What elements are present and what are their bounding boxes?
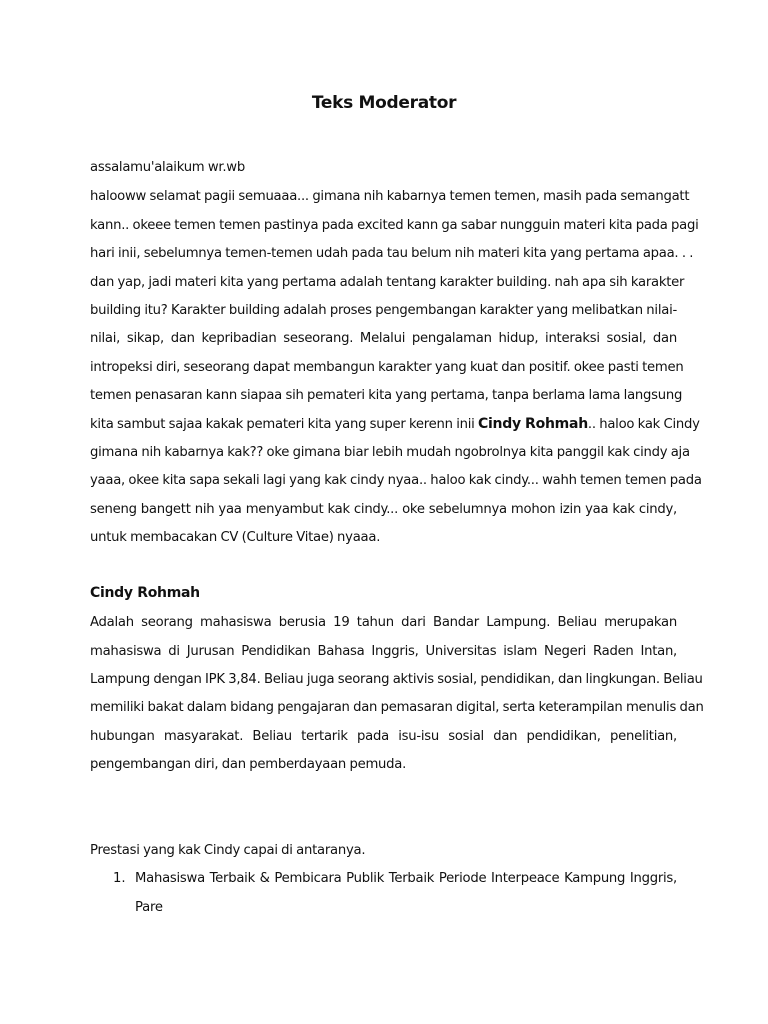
intro-line-10: gimana nih kabarnya kak?? oke gimana biar lebih mudah ngobrolnya kita panggil kak cindy aja bbox=[90, 445, 690, 460]
profile-line-1: Adalah seorang mahasiswa berusia 19 tahun dari Bandar Lampung. Beliau merupakan bbox=[90, 615, 677, 630]
intro-line-9-before: kita sambut sajaa kakak pemateri kita yang super kerenn inii bbox=[90, 417, 478, 432]
profile-line-4: memiliki bakat dalam bidang pengajaran dan pemasaran digital, serta keterampilan menulis dan bbox=[90, 700, 704, 715]
intro-line-11: yaaa, okee kita sapa sekali lagi yang kak cindy nyaa.. haloo kak cindy... wahh temen temen pada bbox=[90, 473, 702, 488]
speaker-name-inline: Cindy Rohmah bbox=[477, 416, 588, 432]
profile-line-3: Lampung dengan IPK 3,84. Beliau juga seorang aktivis sosial, pendidikan, dan lingkungan. Beliau bbox=[90, 672, 703, 687]
intro-line-1: halooww selamat pagii semuaaa... gimana nih kabarnya temen temen, masih pada semangatt bbox=[90, 189, 690, 204]
intro-line-9 bbox=[90, 414, 700, 435]
intro-line-3: hari inii, sebelumnya temen-temen udah pada tau belum nih materi kita yang pertama apaa. . . bbox=[90, 246, 694, 261]
intro-line-5: building itu? Karakter building adalah proses pengembangan karakter yang melibatkan nilai- bbox=[90, 303, 677, 318]
intro-line-6: nilai, sikap, dan kepribadian seseorang. Melalui pengalaman hidup, interaksi sosial, dan bbox=[90, 331, 677, 346]
profile-line-6: pengembangan diri, dan pemberdayaan pemuda. bbox=[90, 757, 407, 772]
intro-line-4: dan yap, jadi materi kita yang pertama adalah tentang karakter building. nah apa sih karakter bbox=[90, 275, 685, 290]
intro-line-13: untuk membacakan CV (Culture Vitae) nyaaa. bbox=[90, 530, 381, 545]
intro-line-8: temen penasaran kann siapaa sih pemateri kita yang pertama, tanpa berlama lama langsung bbox=[90, 388, 683, 403]
intro-line-7: intropeksi diri, seseorang dapat membangun karakter yang kuat dan positif. okee pasti temen bbox=[90, 360, 684, 375]
greeting-line: assalamu'alaikum wr.wb bbox=[90, 160, 245, 175]
achievement-text-line-1: Mahasiswa Terbaik & Pembicara Publik Terbaik Periode Interpeace Kampung Inggris, bbox=[135, 871, 677, 886]
achievement-text-line-2: Pare bbox=[135, 900, 163, 915]
achievement-number: 1. bbox=[113, 871, 126, 886]
intro-line-2: kann.. okeee temen temen pastinya pada excited kann ga sabar nungguin materi kita pada pagi bbox=[90, 218, 699, 233]
profile-line-2: mahasiswa di Jurusan Pendidikan Bahasa Inggris, Universitas islam Negeri Raden Intan, bbox=[90, 644, 677, 659]
document-title: Teks Moderator bbox=[311, 93, 457, 113]
achievements-intro: Prestasi yang kak Cindy capai di antaranya. bbox=[90, 843, 366, 858]
intro-line-12: seneng bangett nih yaa menyambut kak cindy... oke sebelumnya mohon izin yaa kak cindy, bbox=[90, 502, 677, 517]
profile-heading: Cindy Rohmah bbox=[90, 585, 200, 601]
profile-line-5: hubungan masyarakat. Beliau tertarik pada isu-isu sosial dan pendidikan, penelitian, bbox=[90, 729, 677, 744]
intro-line-9-after: .. haloo kak Cindy bbox=[587, 417, 700, 432]
